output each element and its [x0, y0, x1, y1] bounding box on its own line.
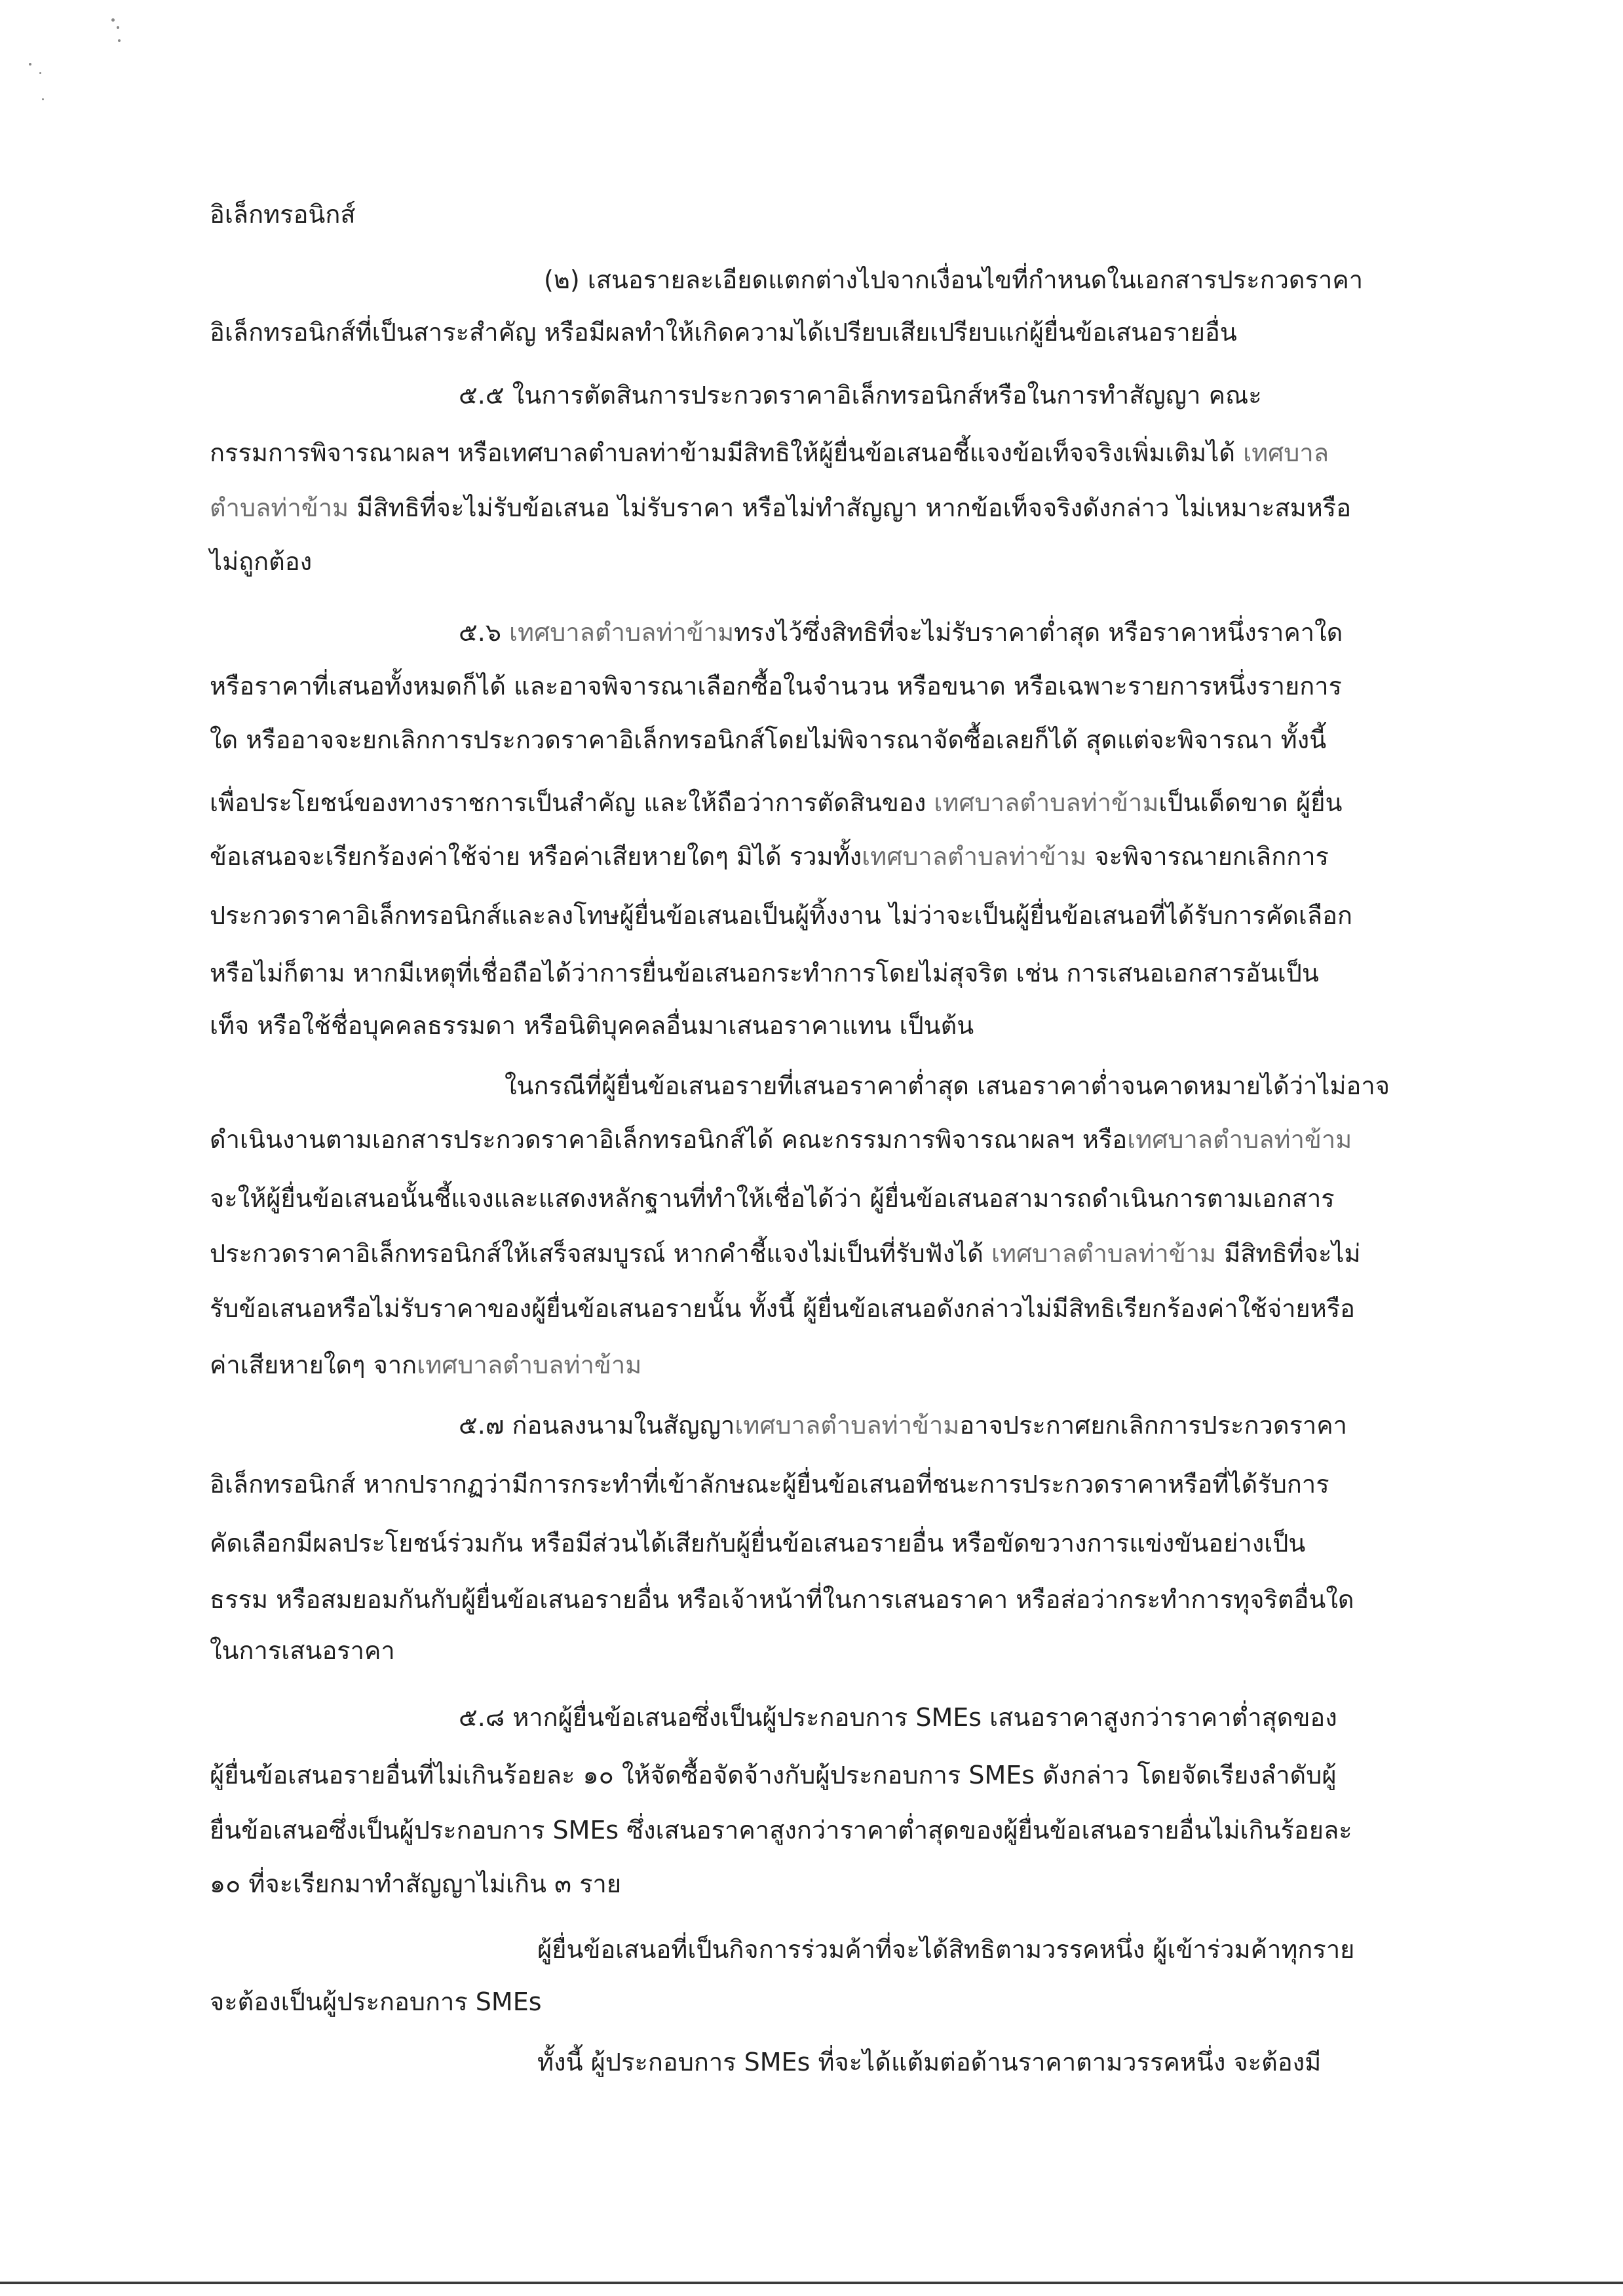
text-line: เพื่อประโยชน์ของทางราชการเป็นสำคัญ และให้ถือว่าการตัดสินของ เทศบาลตำบลท่าข้ามเป็นเด็ดขาด ผู้ยื่น — [210, 788, 1343, 817]
text-line: ยื่นข้อเสนอซึ่งเป็นผู้ประกอบการ SMEs ซึ่งเสนอราคาสูงกว่าราคาต่ำสุดของผู้ยื่นข้อเสนอรายอื่นไม่เกินร้อยละ — [210, 1816, 1352, 1845]
text-line: ดำเนินงานตามเอกสารประกวดราคาอิเล็กทรอนิกส์ได้ คณะกรรมการพิจารณาผลฯ หรือเทศบาลตำบลท่าข้าม — [210, 1125, 1352, 1154]
text-line: จะต้องเป็นผู้ประกอบการ SMEs — [210, 1987, 542, 2016]
text-line: ประกวดราคาอิเล็กทรอนิกส์และลงโทษผู้ยื่นข้อเสนอเป็นผู้ทิ้งงาน ไม่ว่าจะเป็นผู้ยื่นข้อเสนอที่ได้รับการคัดเลือก — [210, 901, 1352, 930]
text-line: ข้อเสนอจะเรียกร้องค่าใช้จ่าย หรือค่าเสียหายใดๆ มิได้ รวมทั้งเทศบาลตำบลท่าข้าม จะพิจารณายกเลิกการ — [210, 842, 1329, 871]
paragraph-joint-venture-heading: ผู้ยื่นข้อเสนอที่เป็นกิจการร่วมค้าที่จะได้สิทธิตามวรรคหนึ่ง ผู้เข้าร่วมค้าทุกราย — [537, 1935, 1355, 1964]
text-line: (๒) เสนอรายละเอียดแตกต่างไปจากเงื่อนไขที่กำหนดในเอกสารประกวดราคา — [544, 265, 1364, 294]
clause-5-8-heading: ๕.๘ หากผู้ยื่นข้อเสนอซึ่งเป็นผู้ประกอบการ SMEs เสนอราคาสูงกว่าราคาต่ำสุดของ — [459, 1703, 1337, 1732]
paragraph-sme-heading: ทั้งนี้ ผู้ประกอบการ SMEs ที่จะได้แต้มต่อด้านราคาตามวรรคหนึ่ง จะต้องมี — [537, 2048, 1322, 2076]
clause-5-7-heading: ๕.๗ ก่อนลงนามในสัญญาเทศบาลตำบลท่าข้ามอาจประกาศยกเลิกการประกวดราคา — [459, 1411, 1348, 1440]
text-line: ๑๐ ที่จะเรียกมาทำสัญญาไม่เกิน ๓ ราย — [210, 1869, 622, 1898]
scan-bottom-edge — [0, 2282, 1623, 2284]
text-line: รับข้อเสนอหรือไม่รับราคาของผู้ยื่นข้อเสนอรายนั้น ทั้งนี้ ผู้ยื่นข้อเสนอดังกล่าวไม่มีสิทธิเรียกร้องค่าใช้จ่ายหรือ — [210, 1294, 1355, 1323]
text-line: อิเล็กทรอนิกส์ — [210, 200, 356, 229]
text-line: กรรมการพิจารณาผลฯ หรือเทศบาลตำบลท่าข้ามมีสิทธิให้ผู้ยื่นข้อเสนอชี้แจงข้อเท็จจริงเพิ่มเติมได้ เทศบาล — [210, 438, 1329, 467]
text-line: ธรรม หรือสมยอมกันกับผู้ยื่นข้อเสนอรายอื่น หรือเจ้าหน้าที่ในการเสนอราคา หรือส่อว่ากระทำการทุจริตอื่นใด — [210, 1585, 1354, 1614]
text-line: ผู้ยื่นข้อเสนอรายอื่นที่ไม่เกินร้อยละ ๑๐ ให้จัดซื้อจัดจ้างกับผู้ประกอบการ SMEs ดังกล่าว โดยจัดเรียงลำดับผู้ — [210, 1761, 1337, 1789]
text-line: หรือไม่ก็ตาม หากมีเหตุที่เชื่อถือได้ว่าการยื่นข้อเสนอกระทำการโดยไม่สุจริต เช่น การเสนอเอกสารอันเป็น — [210, 959, 1319, 987]
text-line: อิเล็กทรอนิกส์ที่เป็นสาระสำคัญ หรือมีผลทำให้เกิดความได้เปรียบเสียเปรียบแก่ผู้ยื่นข้อเสนอรายอื่น — [210, 318, 1237, 347]
text-line: ประกวดราคาอิเล็กทรอนิกส์ให้เสร็จสมบูรณ์ หากคำชี้แจงไม่เป็นที่รับฟังได้ เทศบาลตำบลท่าข้าม มีสิทธิที่จะไม่ — [210, 1239, 1361, 1268]
text-line: อิเล็กทรอนิกส์ หากปรากฏว่ามีการกระทำที่เข้าลักษณะผู้ยื่นข้อเสนอที่ชนะการประกวดราคาหรือที่ได้รับการ — [210, 1470, 1329, 1499]
text-line: ใด หรืออาจจะยกเลิกการประกวดราคาอิเล็กทรอนิกส์โดยไม่พิจารณาจัดซื้อเลยก็ได้ สุดแต่จะพิจารณา ทั้งนี้ — [210, 725, 1327, 754]
text-line: หรือราคาที่เสนอทั้งหมดก็ได้ และอาจพิจารณาเลือกซื้อในจำนวน หรือขนาด หรือเฉพาะรายการหนึ่งรายการ — [210, 672, 1342, 700]
clause-5-6-heading: ๕.๖ เทศบาลตำบลท่าข้ามทรงไว้ซึ่งสิทธิที่จะไม่รับราคาต่ำสุด หรือราคาหนึ่งราคาใด — [459, 618, 1343, 647]
clause-5-5-heading: ๕.๕ ในการตัดสินการประกวดราคาอิเล็กทรอนิกส์หรือในการทำสัญญา คณะ — [459, 381, 1262, 410]
text-line: คัดเลือกมีผลประโยชน์ร่วมกัน หรือมีส่วนได้เสียกับผู้ยื่นข้อเสนอรายอื่น หรือขัดขวางการแข่งขันอย่างเป็น — [210, 1529, 1306, 1558]
paragraph-lowest-price-heading: ในกรณีที่ผู้ยื่นข้อเสนอรายที่เสนอราคาต่ำสุด เสนอราคาต่ำจนคาดหมายได้ว่าไม่อาจ — [505, 1071, 1390, 1100]
text-line: ตำบลท่าข้าม มีสิทธิที่จะไม่รับข้อเสนอ ไม่รับราคา หรือไม่ทำสัญญา หากข้อเท็จจริงดังกล่าว ไม่เหมาะสมหรือ — [210, 493, 1352, 522]
text-line: ในการเสนอราคา — [210, 1636, 395, 1665]
text-line: จะให้ผู้ยื่นข้อเสนอนั้นชี้แจงและแสดงหลักฐานที่ทำให้เชื่อได้ว่า ผู้ยื่นข้อเสนอสามารถดำเนินการตามเอกสาร — [210, 1184, 1335, 1213]
text-line: ค่าเสียหายใดๆ จากเทศบาลตำบลท่าข้าม — [210, 1350, 642, 1379]
text-line: เท็จ หรือใช้ชื่อบุคคลธรรมดา หรือนิติบุคคลอื่นมาเสนอราคาแทน เป็นต้น — [210, 1011, 974, 1040]
text-line: ไม่ถูกต้อง — [210, 547, 313, 576]
